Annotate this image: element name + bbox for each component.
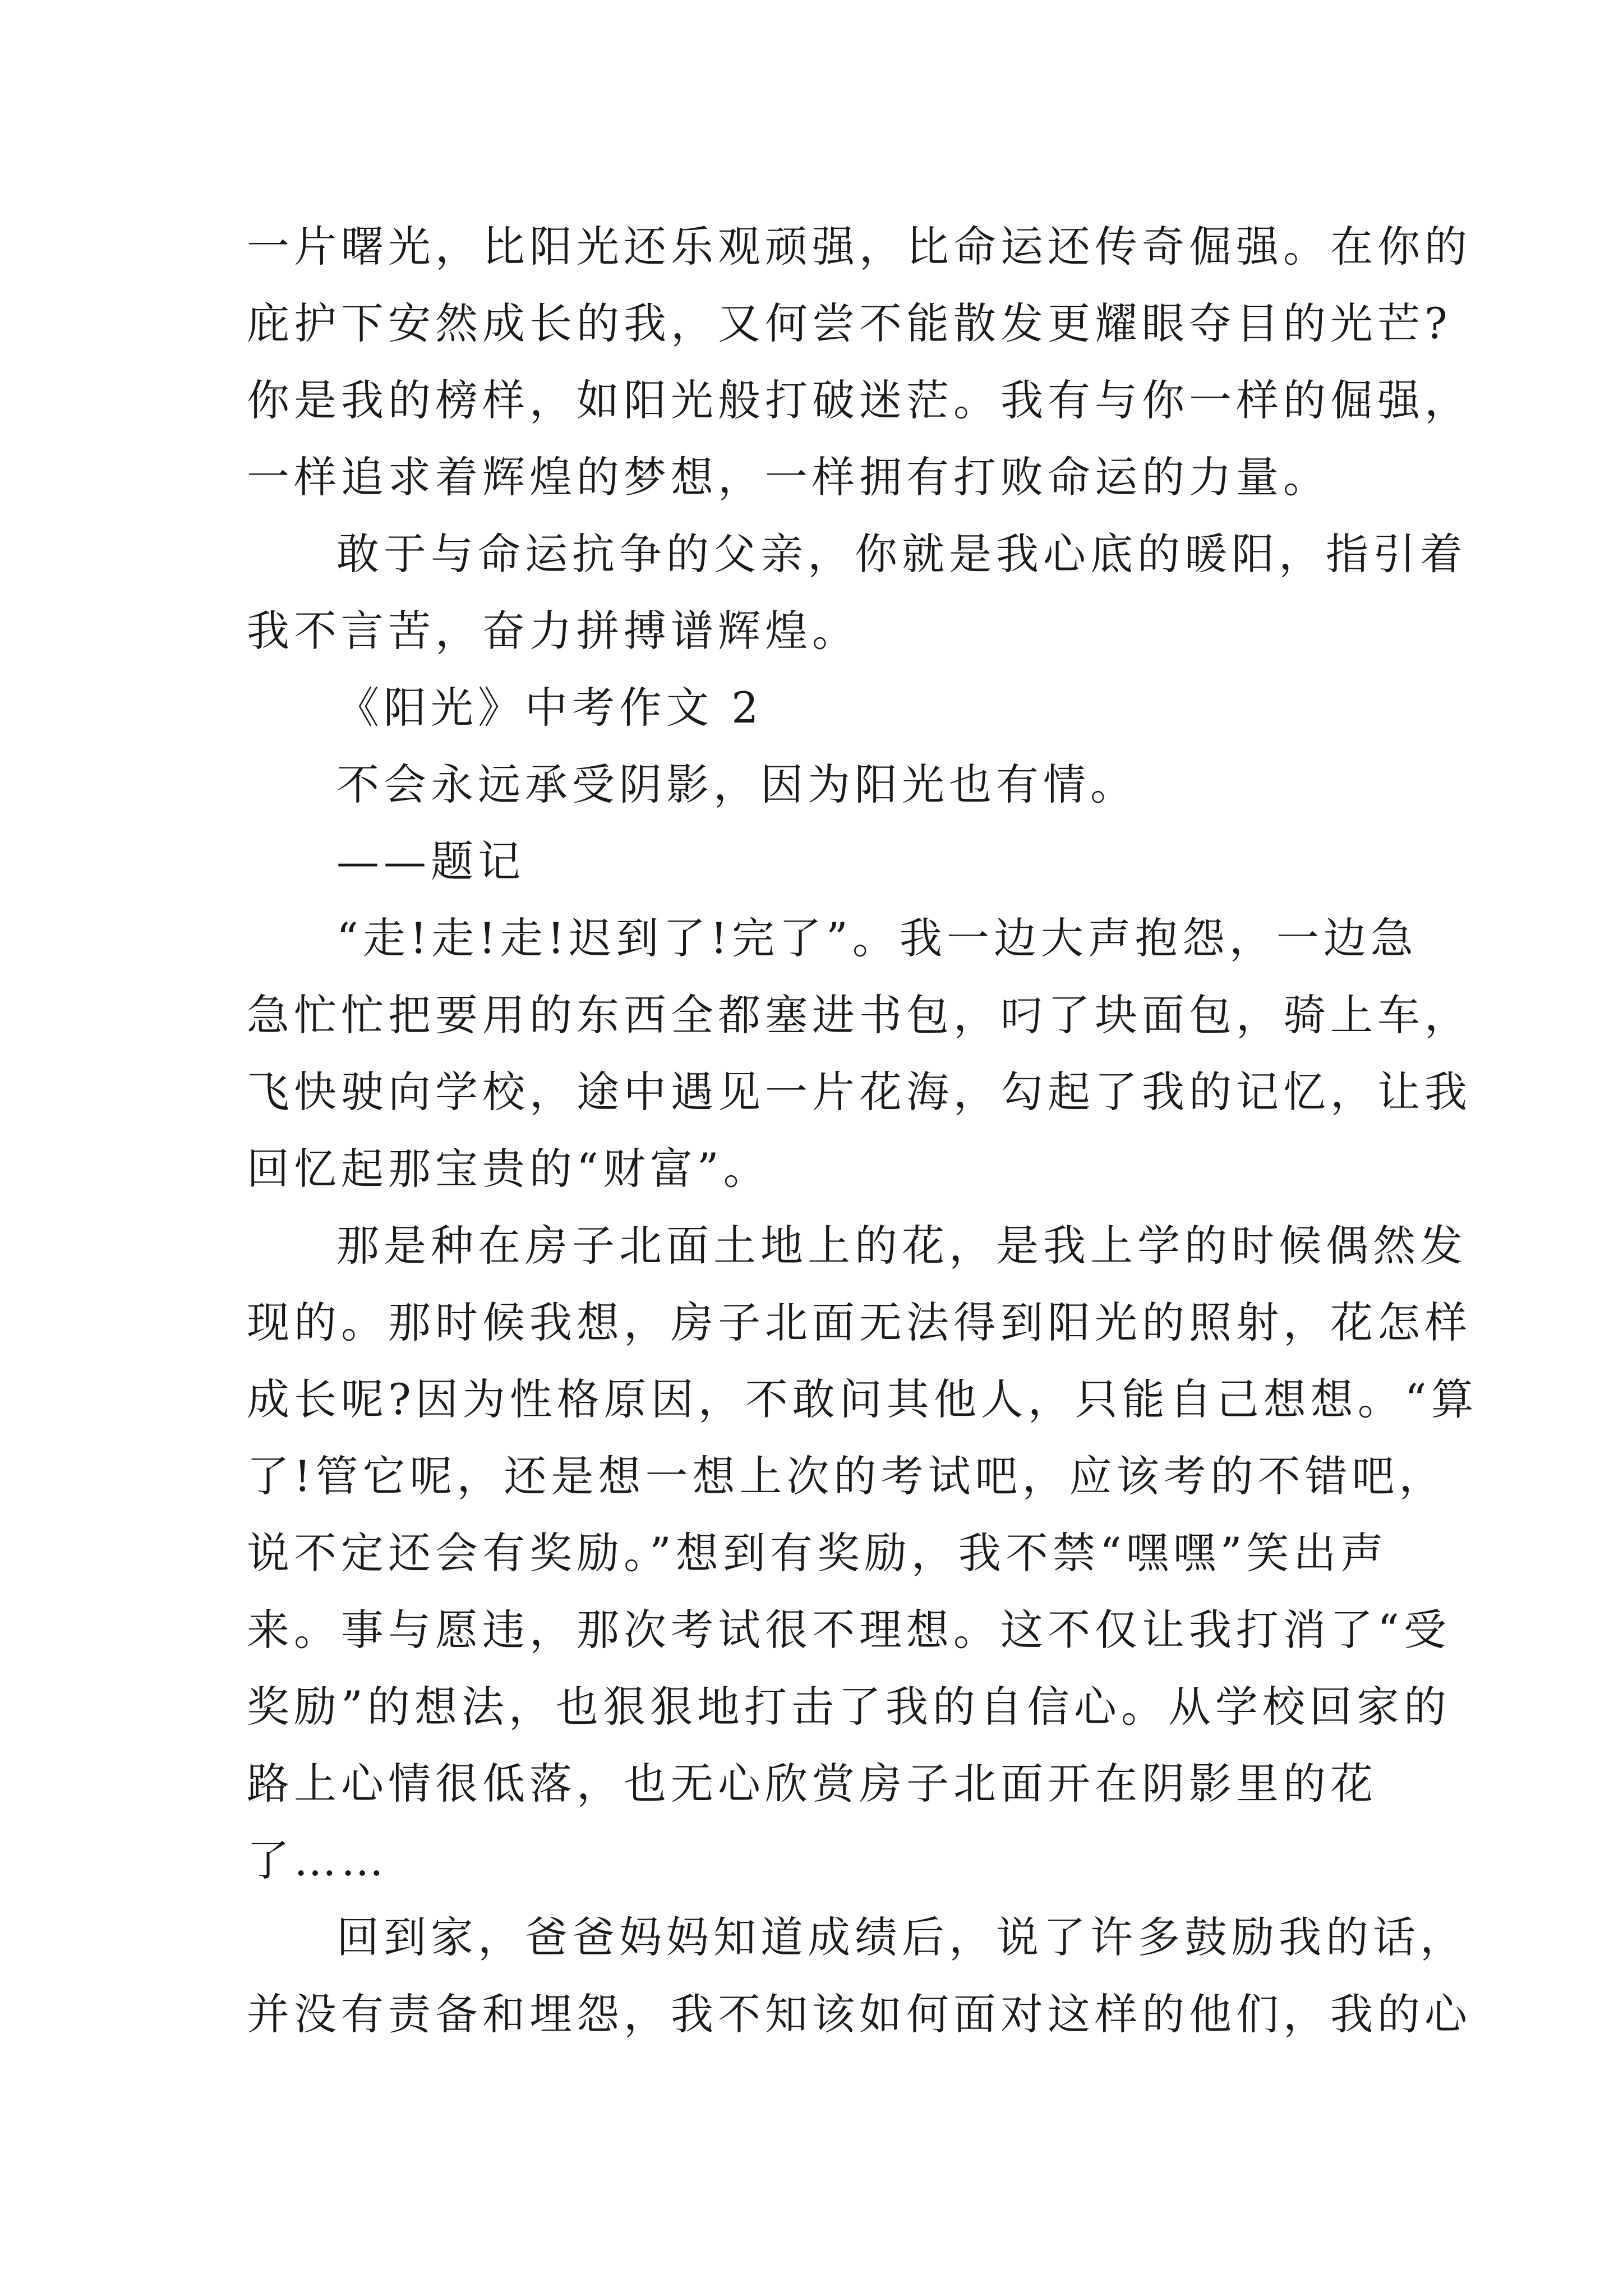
text-line: 你是我的榜样，如阳光般打破迷茫。我有与你一样的倔强， (247, 375, 1472, 425)
text-line: 来。事与愿违，那次考试很不理想。这不仅让我打消了“受 (247, 1605, 1451, 1655)
paragraph-first-line: “走!走!走!迟到了!完了”。我一边大声抱怨，一边急 (336, 913, 1418, 963)
text-line: 急忙忙把要用的东西全都塞进书包，叼了块面包，骑上车， (247, 990, 1472, 1040)
paragraph-first-line: 回到家，爸爸妈妈知道成绩后，说了许多鼓励我的话， (336, 1912, 1467, 1962)
text-line: 并没有责备和埋怨，我不知该如何面对这样的他们，我的心 (247, 1989, 1472, 2039)
text-line: 一片曙光，比阳光还乐观顽强，比命运还传奇倔强。在你的 (247, 222, 1472, 272)
text-line: 我不言苦，奋力拼搏谱辉煌。 (247, 606, 859, 656)
text-line: 说不定还会有奖励。”想到有奖励，我不禁“嘿嘿”笑出声 (247, 1528, 1388, 1578)
paragraph-first-line: 敢于与命运抗争的父亲，你就是我心底的暖阳，指引着 (336, 529, 1467, 579)
text-line: 现的。那时候我想，房子北面无法得到阳光的照射，花怎样 (247, 1297, 1472, 1347)
essay-title: 《阳光》中考作文 2 (336, 683, 763, 733)
text-line: 路上心情很低落，也无心欣赏房子北面开在阴影里的花 (247, 1759, 1377, 1809)
text-line: 成长呢?因为性格原因，不敢问其他人，只能自己想想。“算 (247, 1374, 1478, 1424)
epigraph: 不会永远承受阴影，因为阳光也有情。 (336, 760, 1137, 809)
text-line: 庇护下安然成长的我，又何尝不能散发更耀眼夺目的光芒? (247, 298, 1452, 348)
text-line: 了…… (247, 1835, 388, 1885)
text-line: 一样追求着辉煌的梦想，一样拥有打败命运的力量。 (247, 452, 1330, 502)
text-line: 飞快驶向学校，途中遇见一片花海，勾起了我的记忆，让我 (247, 1067, 1472, 1117)
text-line: 奖励”的想法，也狠狠地打击了我的自信心。从学校回家的 (247, 1682, 1451, 1732)
paragraph-first-line: 那是种在房子北面土地上的花，是我上学的时候偶然发 (336, 1221, 1467, 1271)
epigraph-attribution: ——题记 (336, 836, 525, 886)
text-line: 回忆起那宝贵的“财富”。 (247, 1144, 771, 1194)
text-line: 了!管它呢，还是想一想上次的考试吧，应该考的不错吧， (247, 1451, 1446, 1501)
